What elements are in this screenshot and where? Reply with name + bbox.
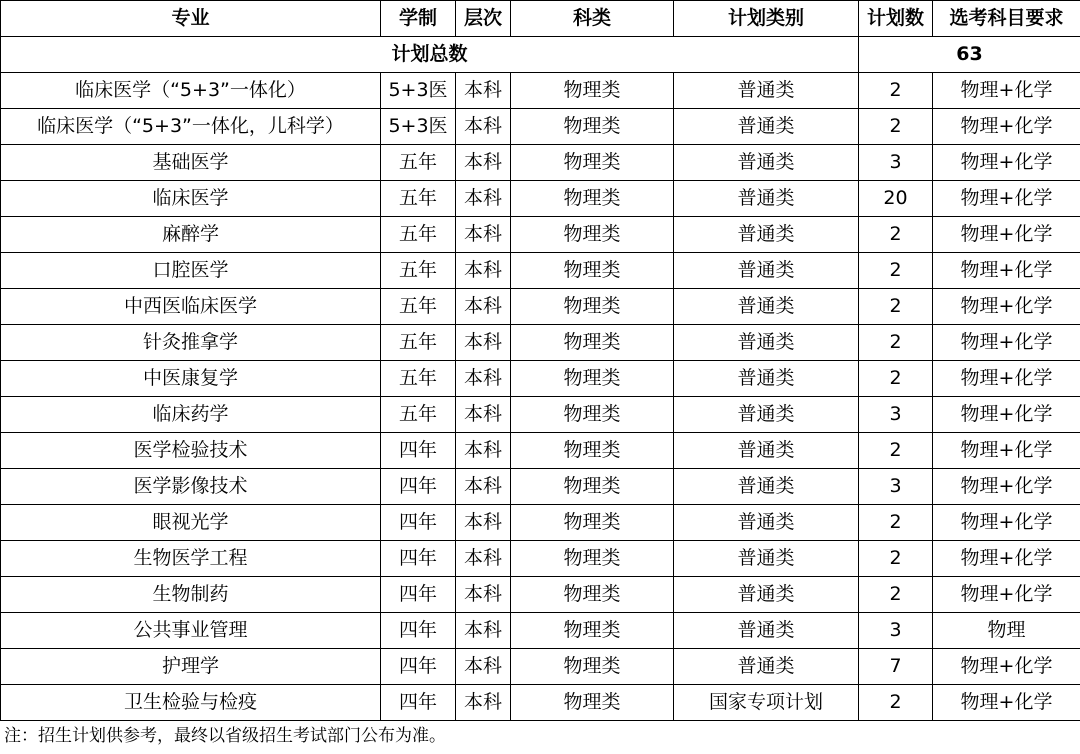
cell-count: 2 xyxy=(859,361,933,397)
cell-plan-type: 普通类 xyxy=(674,73,859,109)
cell-category: 物理类 xyxy=(511,73,674,109)
cell-major: 临床医学 xyxy=(1,181,381,217)
cell-plan-type: 普通类 xyxy=(674,361,859,397)
cell-subjects: 物理+化学 xyxy=(933,649,1080,685)
cell-category: 物理类 xyxy=(511,541,674,577)
footnote: 注：招生计划供参考，最终以省级招生考试部门公布为准。 xyxy=(4,726,446,746)
cell-count: 3 xyxy=(859,145,933,181)
cell-duration: 四年 xyxy=(381,649,456,685)
cell-duration: 5+3医 xyxy=(381,73,456,109)
cell-subjects: 物理+化学 xyxy=(933,469,1080,505)
cell-plan-type: 普通类 xyxy=(674,577,859,613)
cell-count: 3 xyxy=(859,613,933,649)
cell-duration: 四年 xyxy=(381,469,456,505)
table-row xyxy=(1,685,1080,721)
cell-level: 本科 xyxy=(456,541,511,577)
cell-subjects: 物理+化学 xyxy=(933,217,1080,253)
header-row xyxy=(1,1,1080,37)
cell-duration: 五年 xyxy=(381,289,456,325)
cell-duration: 四年 xyxy=(381,505,456,541)
cell-level: 本科 xyxy=(456,325,511,361)
cell-count: 3 xyxy=(859,397,933,433)
total-row xyxy=(1,37,1080,73)
cell-level: 本科 xyxy=(456,433,511,469)
cell-major: 中西医临床医学 xyxy=(1,289,381,325)
cell-count: 2 xyxy=(859,217,933,253)
cell-duration: 五年 xyxy=(381,217,456,253)
cell-major: 麻醉学 xyxy=(1,217,381,253)
cell-subjects: 物理+化学 xyxy=(933,433,1080,469)
cell-level: 本科 xyxy=(456,469,511,505)
cell-category: 物理类 xyxy=(511,505,674,541)
cell-major: 临床医学（“5+3”一体化，儿科学） xyxy=(1,109,381,145)
table-row xyxy=(1,181,1080,217)
cell-duration: 五年 xyxy=(381,397,456,433)
cell-level: 本科 xyxy=(456,109,511,145)
cell-major: 医学检验技术 xyxy=(1,433,381,469)
total-value: 63 xyxy=(859,37,1080,73)
cell-subjects: 物理+化学 xyxy=(933,361,1080,397)
cell-duration: 五年 xyxy=(381,145,456,181)
table-row xyxy=(1,253,1080,289)
cell-major: 生物医学工程 xyxy=(1,541,381,577)
cell-subjects: 物理+化学 xyxy=(933,505,1080,541)
header-plan-type: 计划类别 xyxy=(674,1,859,37)
cell-count: 2 xyxy=(859,109,933,145)
cell-plan-type: 普通类 xyxy=(674,469,859,505)
cell-category: 物理类 xyxy=(511,217,674,253)
header-major: 专业 xyxy=(1,1,381,37)
cell-plan-type: 普通类 xyxy=(674,541,859,577)
cell-level: 本科 xyxy=(456,253,511,289)
cell-category: 物理类 xyxy=(511,253,674,289)
cell-duration: 五年 xyxy=(381,361,456,397)
cell-duration: 5+3医 xyxy=(381,109,456,145)
cell-subjects: 物理+化学 xyxy=(933,577,1080,613)
cell-plan-type: 普通类 xyxy=(674,109,859,145)
total-label: 计划总数 xyxy=(1,37,859,73)
cell-plan-type: 普通类 xyxy=(674,505,859,541)
table-row xyxy=(1,433,1080,469)
table-row xyxy=(1,469,1080,505)
cell-level: 本科 xyxy=(456,397,511,433)
cell-count: 2 xyxy=(859,505,933,541)
cell-category: 物理类 xyxy=(511,685,674,721)
header-count: 计划数 xyxy=(859,1,933,37)
cell-subjects: 物理+化学 xyxy=(933,685,1080,721)
cell-category: 物理类 xyxy=(511,577,674,613)
cell-category: 物理类 xyxy=(511,145,674,181)
cell-duration: 四年 xyxy=(381,433,456,469)
cell-major: 眼视光学 xyxy=(1,505,381,541)
cell-category: 物理类 xyxy=(511,325,674,361)
cell-plan-type: 普通类 xyxy=(674,649,859,685)
cell-level: 本科 xyxy=(456,685,511,721)
cell-duration: 四年 xyxy=(381,613,456,649)
cell-plan-type: 普通类 xyxy=(674,289,859,325)
cell-major: 医学影像技术 xyxy=(1,469,381,505)
cell-major: 临床药学 xyxy=(1,397,381,433)
table-row xyxy=(1,649,1080,685)
cell-category: 物理类 xyxy=(511,397,674,433)
table-row xyxy=(1,325,1080,361)
header-level: 层次 xyxy=(456,1,511,37)
cell-count: 2 xyxy=(859,541,933,577)
cell-subjects: 物理+化学 xyxy=(933,109,1080,145)
cell-count: 2 xyxy=(859,73,933,109)
cell-duration: 五年 xyxy=(381,181,456,217)
cell-plan-type: 普通类 xyxy=(674,433,859,469)
table-row xyxy=(1,541,1080,577)
cell-level: 本科 xyxy=(456,577,511,613)
cell-plan-type: 普通类 xyxy=(674,217,859,253)
cell-subjects: 物理+化学 xyxy=(933,289,1080,325)
cell-level: 本科 xyxy=(456,181,511,217)
cell-subjects: 物理+化学 xyxy=(933,145,1080,181)
cell-count: 2 xyxy=(859,685,933,721)
cell-count: 2 xyxy=(859,325,933,361)
header-category: 科类 xyxy=(511,1,674,37)
cell-count: 2 xyxy=(859,253,933,289)
cell-major: 护理学 xyxy=(1,649,381,685)
table-row xyxy=(1,217,1080,253)
cell-plan-type: 普通类 xyxy=(674,325,859,361)
cell-level: 本科 xyxy=(456,289,511,325)
cell-major: 针灸推拿学 xyxy=(1,325,381,361)
cell-subjects: 物理+化学 xyxy=(933,253,1080,289)
cell-subjects: 物理+化学 xyxy=(933,541,1080,577)
cell-major: 中医康复学 xyxy=(1,361,381,397)
cell-count: 2 xyxy=(859,433,933,469)
cell-category: 物理类 xyxy=(511,469,674,505)
cell-category: 物理类 xyxy=(511,649,674,685)
cell-plan-type: 普通类 xyxy=(674,397,859,433)
cell-level: 本科 xyxy=(456,73,511,109)
cell-category: 物理类 xyxy=(511,109,674,145)
header-subjects: 选考科目要求 xyxy=(933,1,1080,37)
cell-plan-type: 国家专项计划 xyxy=(674,685,859,721)
cell-duration: 五年 xyxy=(381,325,456,361)
table-row xyxy=(1,361,1080,397)
table-row xyxy=(1,109,1080,145)
cell-subjects: 物理 xyxy=(933,613,1080,649)
cell-duration: 四年 xyxy=(381,685,456,721)
cell-duration: 五年 xyxy=(381,253,456,289)
cell-count: 3 xyxy=(859,469,933,505)
table-row xyxy=(1,289,1080,325)
cell-major: 临床医学（“5+3”一体化） xyxy=(1,73,381,109)
cell-level: 本科 xyxy=(456,217,511,253)
cell-level: 本科 xyxy=(456,505,511,541)
cell-subjects: 物理+化学 xyxy=(933,181,1080,217)
cell-plan-type: 普通类 xyxy=(674,253,859,289)
cell-subjects: 物理+化学 xyxy=(933,397,1080,433)
cell-duration: 四年 xyxy=(381,577,456,613)
cell-count: 7 xyxy=(859,649,933,685)
cell-subjects: 物理+化学 xyxy=(933,325,1080,361)
cell-plan-type: 普通类 xyxy=(674,613,859,649)
table-row xyxy=(1,73,1080,109)
table-row xyxy=(1,505,1080,541)
cell-plan-type: 普通类 xyxy=(674,145,859,181)
cell-category: 物理类 xyxy=(511,361,674,397)
cell-category: 物理类 xyxy=(511,613,674,649)
cell-category: 物理类 xyxy=(511,433,674,469)
cell-major: 公共事业管理 xyxy=(1,613,381,649)
cell-subjects: 物理+化学 xyxy=(933,73,1080,109)
header-duration: 学制 xyxy=(381,1,456,37)
cell-duration: 四年 xyxy=(381,541,456,577)
cell-level: 本科 xyxy=(456,361,511,397)
cell-count: 2 xyxy=(859,577,933,613)
cell-count: 20 xyxy=(859,181,933,217)
cell-major: 生物制药 xyxy=(1,577,381,613)
cell-major: 卫生检验与检疫 xyxy=(1,685,381,721)
cell-level: 本科 xyxy=(456,145,511,181)
table-row xyxy=(1,577,1080,613)
table-row xyxy=(1,397,1080,433)
cell-plan-type: 普通类 xyxy=(674,181,859,217)
table-row xyxy=(1,145,1080,181)
cell-level: 本科 xyxy=(456,613,511,649)
cell-major: 基础医学 xyxy=(1,145,381,181)
table-row xyxy=(1,613,1080,649)
cell-major: 口腔医学 xyxy=(1,253,381,289)
cell-category: 物理类 xyxy=(511,181,674,217)
cell-level: 本科 xyxy=(456,649,511,685)
cell-category: 物理类 xyxy=(511,289,674,325)
cell-count: 2 xyxy=(859,289,933,325)
